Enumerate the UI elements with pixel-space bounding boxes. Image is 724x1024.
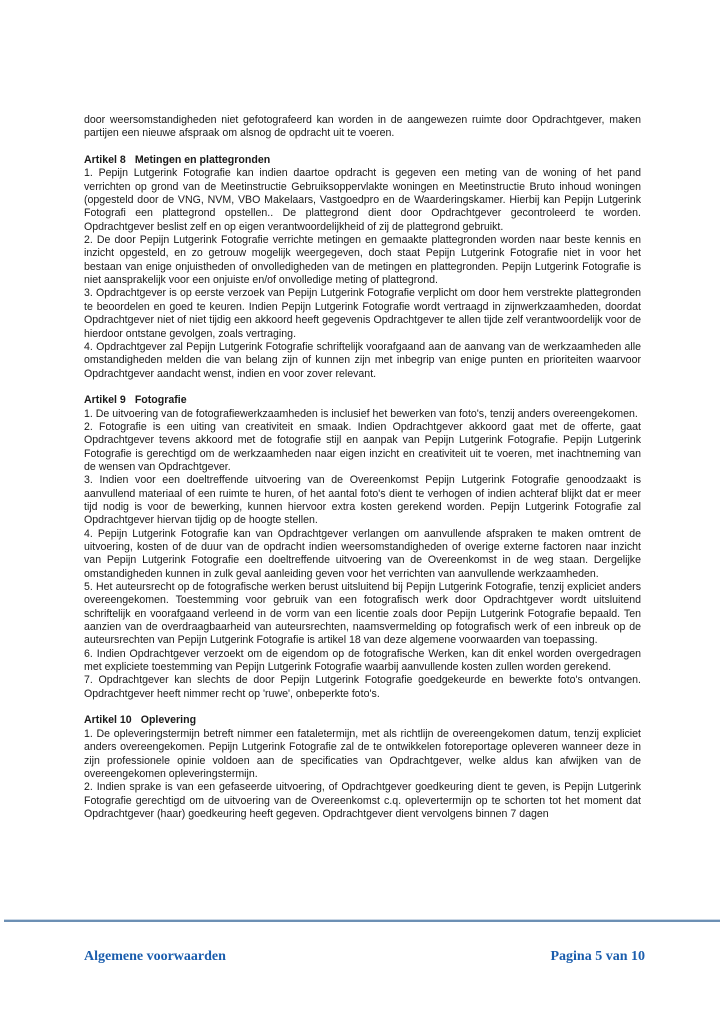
paragraph: 1. Pepijn Lutgerink Fotografie kan indien daartoe opdracht is gegeven een meting van de woning of het pand verrichten op grond van de Meetinstructie Gebruiksoppervlakte woningen en Meetinstructie Bruto inhoud woningen (opgesteld door de VNG, NVM, VBO Makelaars, Vastgoedpro en de Waarderingskamer. Hierbij kan Pepijn Lutgerink Fotografi een plattegrond opstellen.. De plattegrond dient door Opdrachtgever gecontroleerd te worden. Opdrachtgever beslist zelf en op eigen verantwoordelijkheid of zij de plattegrond gebruikt. (84, 167, 641, 233)
article-number: Artikel 8 (84, 154, 126, 167)
paragraph: 4. Opdrachtgever zal Pepijn Lutgerink Fotografie schriftelijk voorafgaand aan de aanvang van de werkzaamheden alle omstandigheden melden die van belang zijn of kunnen zijn met inbegrip van enige punten en prioriteiten waarvoor Opdrachtgever aandacht wenst, indien en voor zover relevant. (84, 340, 641, 380)
article-heading (84, 394, 641, 407)
footer-document-title: Algemene voorwaarden (84, 949, 226, 964)
paragraph: door weersomstandigheden niet gefotografeerd kan worden in de aangewezen ruimte door Opdrachtgever, maken partijen een nieuwe afspraak om alsnog de opdracht uit te voeren. (84, 114, 641, 140)
document-body (84, 114, 641, 821)
paragraph: 7. Opdrachtgever kan slechts de door Pepijn Lutgerink Fotografie goedgekeurde en bewerkte foto's ontvangen. Opdrachtgever heeft nimmer recht op 'ruwe', onbeperkte foto's. (84, 674, 641, 700)
article-heading (84, 714, 641, 727)
paragraph: 5. Het auteursrecht op de fotografische werken berust uitsluitend bij Pepijn Lutgerink Fotografie, tenzij expliciet anders overeengekomen. Toestemming voor gebruik van een fotografisch werk door Opdrachtgever wordt uitsluitend schriftelijk en voorafgaand verleend in de vorm van een licentie zoals door Pepijn Lutgerink Fotografie bepaald. Ten aanzien van de overdraagbaarheid van auteursrechten, naamsvermelding op fotografisch werk of een inbreuk op de auteursrechten van Pepijn Lutgerink Fotografie is artikel 18 van deze algemene voorwaarden van toepassing. (84, 581, 641, 647)
paragraph: 1. De opleveringstermijn betreft nimmer een fataletermijn, met als richtlijn de overeengekomen datum, tenzij expliciet anders overeengekomen. Pepijn Lutgerink Fotografie zal de te ontwikkelen fotoreportage opleveren wanneer deze in zijn professionele opinie voldoen aan de specificaties van Opdrachtgever, welke aldus kan afwijken van de overeengekomen opleveringstermijn. (84, 727, 641, 780)
paragraph: 2. Fotografie is een uiting van creativiteit en smaak. Indien Opdrachtgever akkoord gaat met de offerte, gaat Opdrachtgever tevens akkoord met de fotografie stijl en aanpak van Pepijn Lutgerink Fotografie. Pepijn Lutgerink Fotografie is gerechtigd om de werkzaamheden naar eigen inzicht en creativiteit uit te voeren, met inachtneming van de wensen van Opdrachtgever. (84, 420, 641, 473)
footer-divider-line (4, 919, 720, 922)
paragraph-spacer (84, 701, 641, 714)
article-title: Oplevering (140, 714, 197, 727)
article-heading (84, 154, 641, 167)
paragraph: 1. De uitvoering van de fotografiewerkzaamheden is inclusief het bewerken van foto's, tenzij anders overeengekomen. (84, 407, 638, 420)
paragraph: 2. Indien sprake is van een gefaseerde uitvoering, of Opdrachtgever goedkeuring dient te geven, is Pepijn Lutgerink Fotografie gerechtigd om de uitvoering van de Overeenkomst c.q. oplevertermijn op te schorten tot het moment dat Opdrachtgever (haar) goedkeuring heeft gegeven. Opdrachtgever dient vervolgens binnen 7 dagen (84, 781, 641, 820)
page-footer (84, 949, 645, 965)
paragraph: 2. De door Pepijn Lutgerink Fotografie verrichte metingen en gemaakte plattegronden worden naar beste kennis en inzicht opgesteld, en zo getrouw mogelijk weergegeven, doch staat Pepijn Lutgerink Fotografie niet in voor het bestaan van enige onjuistheden of onvolledigheden van de metingen en plattegronden. Pepijn Lutgerink Fotografie is niet aansprakelijk voor een onjuiste en/of onvolledige meting of plattegrond. (84, 234, 641, 287)
article-title: Metingen en plattegronden (134, 154, 271, 167)
paragraph-spacer (84, 381, 641, 394)
paragraph: 4. Pepijn Lutgerink Fotografie kan van Opdrachtgever verlangen om aanvullende afspraken te maken omtrent de uitvoering, kosten of de duur van de opdracht indien weersomstandigheden of overige externe factoren naar inzicht van Pepijn Lutgerink Fotografie een doeltreffende uitvoering van de Overeenkomst in de weg staan. Dergelijke omstandigheden kunnen in zulk geval aanleiding geven voor het verrichten van aanvullende werkzaamheden. (84, 527, 641, 580)
article-number: Artikel 10 (84, 714, 132, 727)
paragraph: 3. Indien voor een doeltreffende uitvoering van de Overeenkomst Pepijn Lutgerink Fotografie genoodzaakt is aanvullend materiaal of een ruimte te huren, of het aantal foto's dient te verhogen of indien achteraf blijkt dat er meer tijd nodig is voor de bewerking, kunnen hiervoor extra kosten gerekend worden. Pepijn Lutgerink Fotografie zal Opdrachtgever hiervan tijdig op de hoogte stellen. (84, 474, 641, 527)
paragraph: 6. Indien Opdrachtgever verzoekt om de eigendom op de fotografische Werken, kan dit enkel worden overgedragen met expliciete toestemming van Pepijn Lutgerink Fotografie waarbij aanvullende kosten zullen worden gerekend. (84, 647, 641, 674)
paragraph: 3. Opdrachtgever is op eerste verzoek van Pepijn Lutgerink Fotografie verplicht om door hem verstrekte plattegronden te beoordelen en goed te keuren. Indien Pepijn Lutgerink Fotografie wordt vertraagd in zijnwerkzaamheden, doordat Opdrachtgever niet of niet tijdig een akkoord heeft gegevenis Opdrachtgever te allen tijde zelf verantwoordelijk voor de hierdoor ontstane gevolgen, zoals vertraging. (84, 287, 641, 340)
article-title: Fotografie (134, 394, 187, 407)
footer-page-number: Pagina 5 van 10 (550, 949, 645, 964)
paragraph-spacer (84, 141, 641, 154)
article-number: Artikel 9 (84, 394, 126, 407)
